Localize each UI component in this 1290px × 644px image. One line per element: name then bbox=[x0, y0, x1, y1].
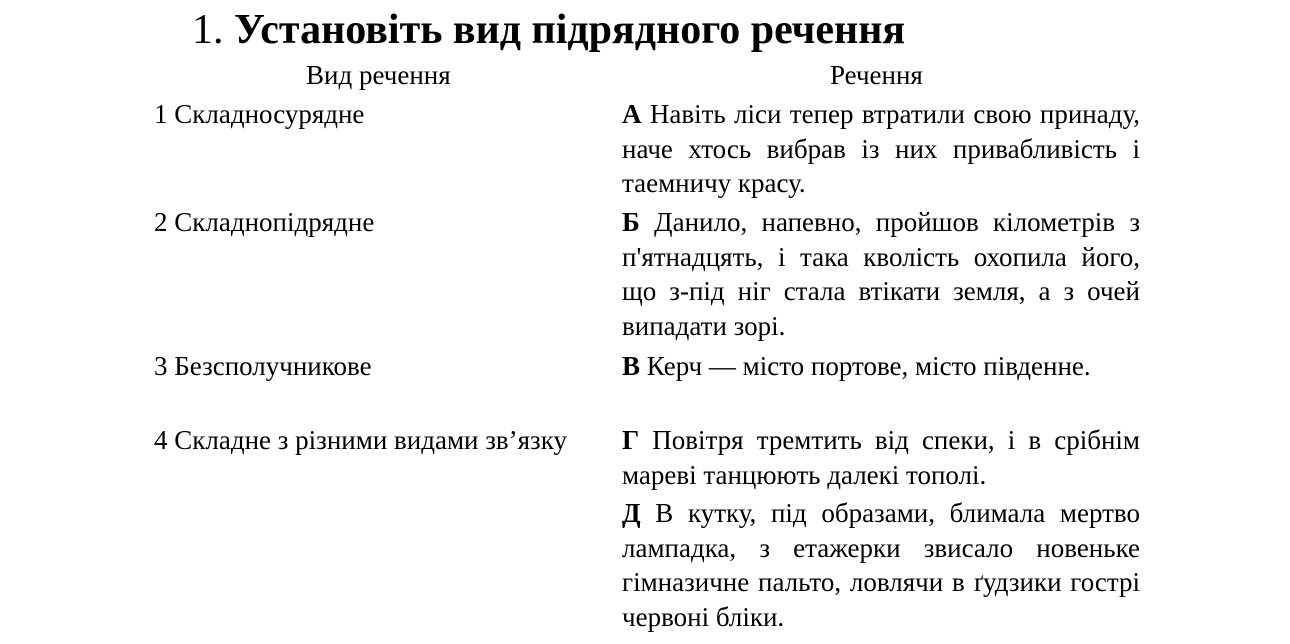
sentence-letter: В bbox=[622, 351, 641, 381]
sentence-d bbox=[622, 496, 1140, 634]
type-item-2 bbox=[154, 205, 374, 239]
column-header-sentence: Речення bbox=[830, 60, 923, 90]
sentence-letter: Д bbox=[622, 498, 641, 528]
sentence-letter: Б bbox=[622, 207, 640, 237]
sentence-v bbox=[622, 349, 1140, 384]
type-item-4 bbox=[154, 423, 567, 457]
type-item-3 bbox=[154, 349, 372, 383]
sentence-letter: А bbox=[622, 99, 642, 129]
type-label: Складне з різними видами зв’язку bbox=[174, 425, 567, 455]
sentence-b bbox=[622, 205, 1140, 343]
sentence-h bbox=[622, 423, 1140, 492]
type-item-1 bbox=[154, 97, 364, 131]
type-number: 3 bbox=[154, 351, 168, 381]
sentence-text: Данило, напевно, пройшов кілометрів з п'ятнадцять, і така кволість охопила його, що з-під ніг стала втікати земля, а з очей випадати зорі. bbox=[622, 207, 1140, 341]
task-heading: Установіть вид підрядного речення bbox=[234, 7, 906, 53]
sentence-text: Повітря тремтить від спеки, і в срібнім мареві танцюють далекі тополі. bbox=[622, 425, 1140, 490]
type-number: 4 bbox=[154, 425, 168, 455]
sentence-text: Керч — місто портове, місто південне. bbox=[646, 351, 1091, 381]
type-number: 1 bbox=[154, 99, 168, 129]
type-number: 2 bbox=[154, 207, 168, 237]
sentence-text: Навіть ліси тепер втратили свою принаду, наче хтось вибрав із них привабливість і таемничу красу. bbox=[622, 99, 1141, 198]
task-number: 1. bbox=[192, 7, 224, 53]
task-title bbox=[192, 4, 905, 56]
type-label: Складнопідрядне bbox=[174, 207, 375, 237]
type-label: Безсполучникове bbox=[174, 351, 372, 381]
column-header-type: Вид речення bbox=[306, 60, 451, 90]
sentence-letter: Г bbox=[622, 425, 640, 455]
type-label: Складносурядне bbox=[174, 99, 365, 129]
sentence-a bbox=[622, 97, 1140, 201]
sentence-text: В кутку, під образами, блимала мертво лампадка, з етажерки звисало новеньке гімназичне пальто, ловлячи в ґудзики гострі червоні бліки. bbox=[622, 498, 1140, 632]
